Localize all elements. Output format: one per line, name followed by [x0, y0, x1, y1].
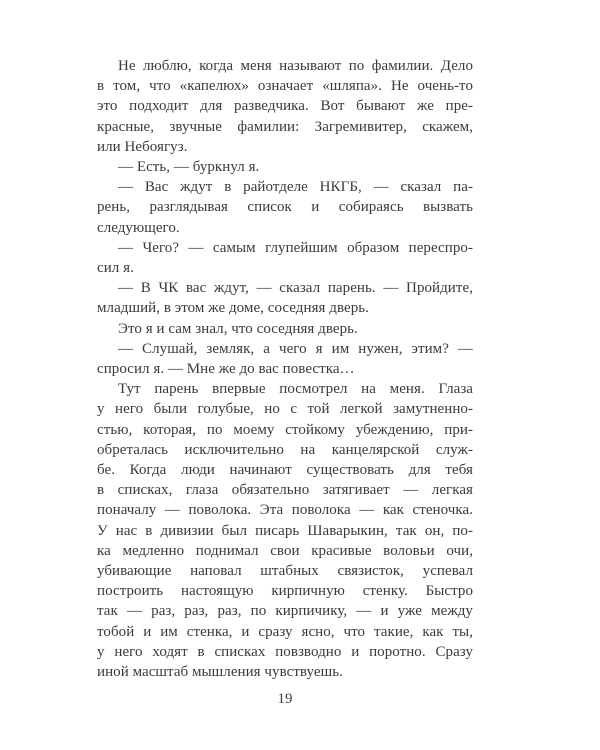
- text-line: ка медленно поднимал свои красивые воловьи очи,: [97, 542, 473, 559]
- text-line: убивающие наповал штабных связисток, успевал: [97, 563, 473, 580]
- paragraph: [97, 177, 473, 238]
- text-line: Это я и сам знал, что соседняя дверь.: [118, 320, 358, 337]
- paragraph: [97, 157, 473, 177]
- text-line: стью, которая, по моему стойкому убеждению, при-: [97, 421, 473, 438]
- text-line: — Вас ждут в райотделе НКГБ, — сказал па-: [118, 179, 473, 196]
- paragraph: [97, 379, 473, 682]
- paragraph: [97, 238, 473, 278]
- text-line: это подходит для разведчика. Вот бывают же пре-: [97, 98, 473, 115]
- text-line: — Слушай, земляк, а чего я им нужен, этим? —: [118, 340, 473, 357]
- text-line: так — раз, раз, раз, по кирпичику, — и уже между: [97, 603, 473, 620]
- text-line: обреталась исключительно на канцелярской служ-: [97, 441, 473, 458]
- text-line: бе. Когда люди начинают существовать для тебя: [97, 462, 473, 479]
- paragraph: [97, 278, 473, 318]
- paragraph: [97, 319, 473, 339]
- text-line: тобой и им стенка, и сразу ясно, что такие, как ты,: [97, 623, 473, 640]
- text-line: спросил я. — Мне же до вас повестка…: [97, 361, 355, 378]
- text-line: сил я.: [97, 260, 134, 277]
- paragraph: [97, 339, 473, 379]
- text-line: — Чего? — самым глупейшим образом переспро-: [118, 239, 473, 256]
- text-line: построить настоящую кирпичную стенку. Быстро: [97, 583, 473, 600]
- text-line: следующего.: [97, 219, 180, 236]
- text-line: у него ходят в списках повзводно и поротно. Сразу: [97, 643, 473, 660]
- text-line: — Есть, — буркнул я.: [118, 159, 260, 176]
- text-line: в списках, глаза обязательно затягивает — легкая: [97, 482, 473, 499]
- text-line: красные, звучные фамилии: Загремивитер, скажем,: [97, 118, 473, 135]
- text-line: или Небоягуз.: [97, 138, 188, 155]
- text-line: Тут парень впервые посмотрел на меня. Глаза: [118, 381, 473, 398]
- page-number: 19: [277, 691, 293, 707]
- paragraph: [97, 56, 473, 157]
- text-line: рень, разглядывая список и собираясь вызвать: [97, 199, 473, 216]
- text-line: у него были голубые, но с той легкой замутненно-: [97, 401, 473, 418]
- text-line: Не люблю, когда меня называют по фамилии. Дело: [118, 58, 473, 74]
- page-text: [97, 56, 473, 682]
- text-line: иной масштаб мышления чувствуешь.: [97, 664, 343, 681]
- text-line: — В ЧК вас ждут, — сказал парень. — Пройдите,: [118, 280, 473, 297]
- text-line: в том, что «капелюх» означает «шляпа». Не очень-то: [97, 78, 473, 95]
- text-line: младший, в этом же доме, соседняя дверь.: [97, 300, 369, 317]
- text-line: поначалу — поволока. Эта поволока — как стеночка.: [97, 502, 473, 519]
- text-line: У нас в дивизии был писарь Шаварыкин, так он, по-: [97, 522, 473, 539]
